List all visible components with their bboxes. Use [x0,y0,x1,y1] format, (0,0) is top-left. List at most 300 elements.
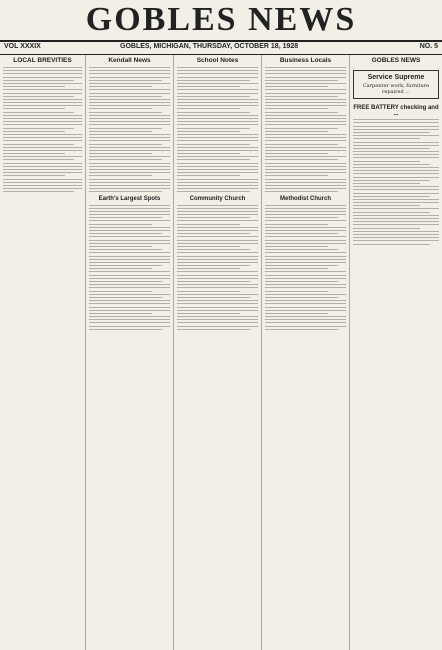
text-line [177,259,258,260]
text-line [353,138,420,139]
text-line [353,129,439,130]
text-line [177,205,258,206]
text-line [265,265,338,266]
text-line [3,128,74,129]
text-line [265,144,338,145]
text-line [89,112,162,113]
text-line [89,80,162,81]
text-line [177,246,240,247]
text-line [177,150,258,151]
text-line [3,102,82,103]
text-line [265,102,346,103]
text-line [265,166,346,167]
text-line [89,182,170,183]
section-subheading: Community Church [189,196,246,203]
text-line [265,313,328,314]
text-line [177,156,258,157]
text-line [89,102,170,103]
text-line [265,230,346,231]
text-line [353,244,430,245]
text-line [353,119,439,120]
text-line [89,281,162,282]
text-line [265,112,338,113]
text-line [353,208,439,209]
text-line [177,185,258,186]
text-line [177,175,240,176]
ad-title: Service Supreme [367,74,425,81]
text-line [177,93,258,94]
text-line [265,259,346,260]
text-line [265,182,346,183]
text-line [177,70,258,71]
text-line [177,188,258,189]
text-line [265,137,346,138]
text-line [265,99,346,100]
text-line [177,316,258,317]
text-line [89,131,152,132]
text-line [177,191,250,192]
article-text [353,119,439,244]
section-subheading: Methodist Church [280,196,331,203]
text-line [265,271,346,272]
text-line [265,217,338,218]
notice-text: FREE BATTERY checking and ... [353,105,439,117]
text-line [89,179,170,180]
text-line [89,77,170,78]
text-line [177,307,258,308]
text-line [89,208,170,209]
text-line [353,167,439,168]
text-line [177,182,258,183]
text-line [89,73,170,74]
text-line [265,262,346,263]
text-line [177,227,258,228]
text-line [353,231,439,232]
text-line [265,316,346,317]
text-line [89,175,152,176]
advertisement-box [353,70,439,99]
text-line [353,126,439,127]
text-line [3,93,82,94]
text-line [177,256,258,257]
text-line [265,329,338,330]
text-line [89,246,152,247]
text-line [353,142,439,143]
text-line [89,115,170,116]
article-columns [0,55,442,650]
text-line [89,326,170,327]
text-line [265,73,346,74]
text-line [89,83,170,84]
text-line [89,93,170,94]
text-line [265,80,338,81]
text-line [3,70,82,71]
text-line [265,159,338,160]
text-line [89,329,162,330]
text-line [177,217,250,218]
text-line [89,307,170,308]
text-line [265,163,346,164]
text-line [177,230,258,231]
text-line [177,89,258,90]
text-line [265,326,346,327]
text-line [3,147,82,148]
text-line [265,131,328,132]
text-line [89,262,170,263]
text-line [177,137,258,138]
text-line [353,170,439,171]
text-line [89,169,170,170]
text-line [353,183,420,184]
text-line [89,140,170,141]
text-line [177,265,250,266]
text-line [353,161,420,162]
text-line [177,73,258,74]
text-line [265,118,346,119]
text-line [265,294,346,295]
text-line [265,240,346,241]
dateline-bar [0,40,442,55]
column-heading: School Notes [196,57,239,64]
text-line [177,284,258,285]
text-line [353,193,439,194]
text-line [3,99,82,100]
text-line [265,211,346,212]
text-line [177,310,258,311]
text-line [177,281,250,282]
text-line [265,124,346,125]
text-line [3,159,74,160]
text-line [3,153,65,154]
text-line [89,172,170,173]
text-line [3,179,82,180]
text-line [177,124,258,125]
text-line [353,180,430,181]
text-line [89,105,170,106]
text-line [177,326,258,327]
text-line [353,221,439,222]
text-line [265,224,328,225]
article-text [177,67,258,192]
text-line [89,150,170,151]
date-location: GOBLES, MICHIGAN, THURSDAY, OCTOBER 18, 1928 [120,43,299,50]
text-line [3,166,82,167]
text-line [89,236,170,237]
column-kendall-news [86,55,174,650]
text-line [353,151,439,152]
text-line [265,291,328,292]
text-line [265,153,328,154]
text-line [265,246,328,247]
text-line [89,310,170,311]
text-line [265,134,346,135]
text-line [177,172,258,173]
article-text [89,67,170,192]
text-line [89,205,170,206]
issue-number: NO. 5 [419,43,438,50]
text-line [265,233,338,234]
text-line [177,313,240,314]
text-line [177,319,258,320]
text-line [265,208,346,209]
text-line [265,214,346,215]
text-line [89,118,170,119]
text-line [265,121,346,122]
text-line [353,135,439,136]
text-line [177,128,250,129]
text-line [89,144,162,145]
text-line [265,115,346,116]
text-line [89,147,170,148]
text-line [265,300,346,301]
text-line [265,179,346,180]
text-line [265,268,328,269]
text-line [89,121,170,122]
text-line [89,271,170,272]
text-line [265,249,338,250]
article-text [177,205,258,330]
text-line [89,278,170,279]
text-line [177,96,250,97]
section-subheading: Earth's Largest Spots [98,196,161,203]
text-line [177,179,258,180]
column-local-brevities [0,55,86,650]
text-line [3,131,65,132]
text-line [177,166,258,167]
text-line [177,153,240,154]
text-line [177,297,250,298]
text-line [89,134,170,135]
text-line [177,243,258,244]
text-line [89,99,170,100]
text-line [3,83,82,84]
text-line [265,77,346,78]
text-line [89,303,170,304]
text-line [177,144,250,145]
text-line [3,67,82,68]
column-heading: LOCAL BREVITIES [13,57,72,64]
text-line [265,307,346,308]
text-line [89,284,170,285]
text-line [353,212,430,213]
text-line [89,70,170,71]
text-line [353,237,439,238]
volume-label: VOL XXXIX [4,43,41,50]
text-line [89,89,170,90]
text-line [89,265,162,266]
text-line [89,294,170,295]
text-line [89,252,170,253]
column-heading: GOBLES NEWS [371,57,421,64]
text-line [3,112,74,113]
text-line [177,278,258,279]
text-line [177,268,240,269]
text-line [3,121,82,122]
text-line [89,128,162,129]
text-line [89,224,152,225]
text-line [3,175,65,176]
ad-text: Carpenter work, furniture repaired ... [362,83,430,95]
text-line [3,191,74,192]
text-line [89,217,162,218]
text-line [89,214,170,215]
article-text [265,67,346,192]
text-line [177,163,258,164]
text-line [177,220,258,221]
text-line [265,322,346,323]
text-line [177,275,258,276]
text-line [177,236,258,237]
text-line [265,281,338,282]
text-line [177,169,258,170]
text-line [265,93,346,94]
text-line [265,205,346,206]
text-line [265,220,346,221]
text-line [89,156,170,157]
text-line [3,172,82,173]
text-line [265,70,346,71]
text-line [89,240,170,241]
text-line [177,105,258,106]
text-line [177,240,258,241]
text-line [265,278,346,279]
text-line [3,115,82,116]
text-line [265,310,346,311]
text-line [353,186,439,187]
article-text [265,205,346,330]
article-text [3,67,82,192]
text-line [177,214,258,215]
text-line [177,77,258,78]
text-line [265,297,338,298]
column-heading: Kendall News [108,57,151,64]
text-line [89,191,162,192]
text-line [265,284,346,285]
text-line [3,182,82,183]
text-line [177,67,258,68]
text-line [177,208,258,209]
text-line [265,128,338,129]
text-line [89,67,170,68]
text-line [3,188,82,189]
text-line [177,211,258,212]
text-line [89,275,170,276]
text-line [353,215,439,216]
text-line [89,227,170,228]
text-line [3,144,74,145]
newspaper-title: GOBLES NEWS [85,1,357,38]
text-line [3,163,82,164]
text-line [3,156,82,157]
text-line [353,148,430,149]
text-line [353,177,439,178]
column-heading: Business Locals [279,57,332,64]
text-line [353,157,439,158]
text-line [89,86,152,87]
text-line [265,147,346,148]
text-line [89,124,170,125]
text-line [3,86,65,87]
text-line [177,303,258,304]
text-line [353,202,439,203]
text-line [177,134,258,135]
text-line [177,249,250,250]
text-line [265,188,346,189]
text-line [265,243,346,244]
text-line [265,67,346,68]
text-line [89,313,152,314]
text-line [265,303,346,304]
text-line [177,121,258,122]
text-line [89,211,170,212]
text-line [177,80,250,81]
text-line [177,159,250,160]
text-line [265,227,346,228]
text-line [265,105,346,106]
text-line [89,300,170,301]
text-line [89,159,162,160]
text-line [89,137,170,138]
text-line [353,164,430,165]
text-line [177,322,258,323]
text-line [3,108,65,109]
text-line [177,99,258,100]
text-line [353,145,439,146]
text-line [89,166,170,167]
text-line [89,259,170,260]
text-line [177,147,258,148]
text-line [353,240,439,241]
text-line [3,185,82,186]
text-line [177,224,240,225]
text-line [353,196,430,197]
text-line [3,118,82,119]
text-line [3,89,82,90]
text-line [265,256,346,257]
text-line [89,96,162,97]
text-line [89,230,170,231]
text-line [89,185,170,186]
text-line [89,163,170,164]
text-line [89,268,152,269]
text-line [353,224,439,225]
text-line [265,275,346,276]
text-line [353,189,439,190]
text-line [177,115,258,116]
text-line [353,205,420,206]
text-line [89,322,170,323]
text-line [265,89,346,90]
column-school-notes [174,55,262,650]
text-line [3,80,74,81]
text-line [265,150,346,151]
text-line [3,134,82,135]
text-line [3,140,82,141]
column-business-locals [262,55,350,650]
text-line [353,122,439,123]
text-line [89,256,170,257]
masthead [0,0,442,40]
text-line [265,96,338,97]
text-line [89,297,162,298]
text-line [3,73,82,74]
text-line [89,233,162,234]
text-line [265,185,346,186]
text-line [177,287,258,288]
text-line [89,291,152,292]
text-line [3,77,82,78]
text-line [265,108,328,109]
